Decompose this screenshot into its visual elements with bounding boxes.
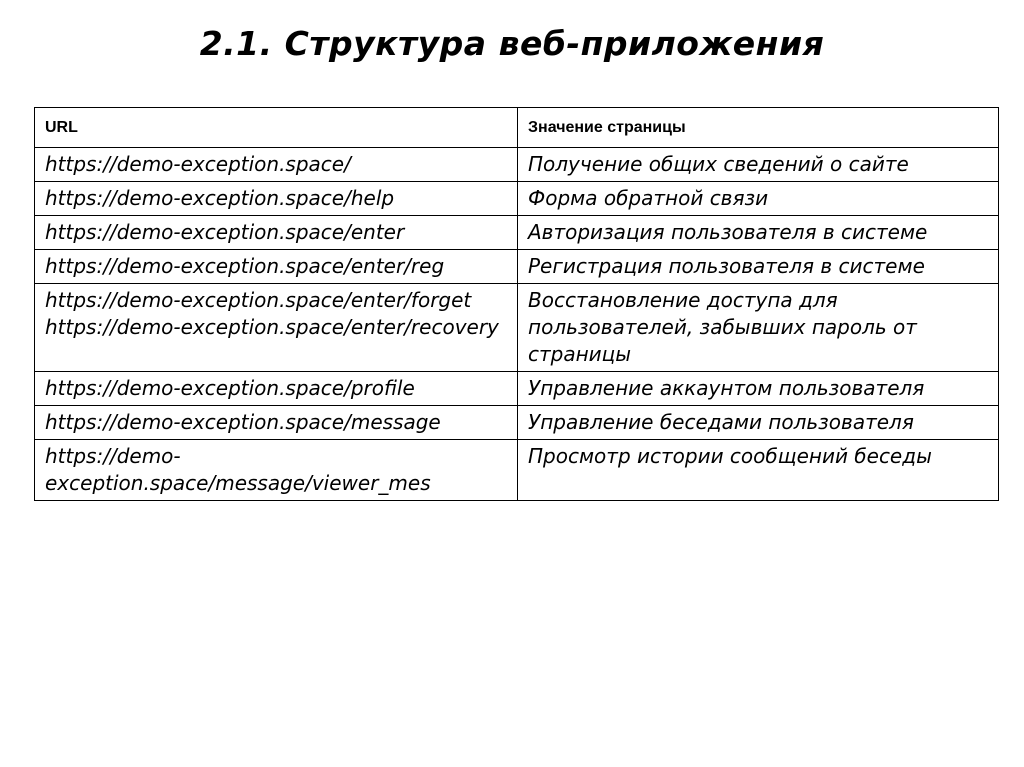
meaning-cell: Управление аккаунтом пользователя xyxy=(518,372,999,406)
url-text: https://demo-exception.space/message xyxy=(45,410,441,434)
table-row xyxy=(35,440,999,501)
table-row xyxy=(35,406,999,440)
meaning-cell: Восстановление доступа для пользователей, забывших пароль от страницы xyxy=(518,284,999,372)
header-url: URL xyxy=(35,108,518,148)
url-text: https://demo-exception.space/help xyxy=(45,186,395,210)
table-row xyxy=(35,284,999,372)
url-text: https://demo-exception.space/enter xyxy=(45,220,405,244)
url-cell xyxy=(35,284,518,372)
url-cell xyxy=(35,182,518,216)
url-cell xyxy=(35,250,518,284)
meaning-cell: Форма обратной связи xyxy=(518,182,999,216)
url-text: https://demo-exception.space/message/viewer_mes xyxy=(45,444,431,495)
url-text: https://demo-exception.space/enter/reg xyxy=(45,254,445,278)
table-row xyxy=(35,216,999,250)
meaning-cell: Просмотр истории сообщений беседы xyxy=(518,440,999,501)
url-cell xyxy=(35,406,518,440)
table-header-row xyxy=(35,108,999,148)
url-text: https://demo-exception.space/profile xyxy=(45,376,415,400)
meaning-cell: Регистрация пользователя в системе xyxy=(518,250,999,284)
meaning-cell: Получение общих сведений о сайте xyxy=(518,148,999,182)
url-text: https://demo-exception.space/enter/recovery xyxy=(45,315,499,339)
meaning-cell: Авторизация пользователя в системе xyxy=(518,216,999,250)
url-cell xyxy=(35,216,518,250)
header-meaning: Значение страницы xyxy=(518,108,999,148)
table-row xyxy=(35,182,999,216)
url-text: https://demo-exception.space/ xyxy=(45,152,351,176)
url-structure-table xyxy=(34,107,999,501)
page-title: 2.1. Структура веб-приложения xyxy=(199,24,825,63)
url-text: https://demo-exception.space/enter/forget xyxy=(45,288,472,312)
url-cell xyxy=(35,440,518,501)
url-cell xyxy=(35,372,518,406)
table-row xyxy=(35,372,999,406)
table-row xyxy=(35,148,999,182)
url-cell xyxy=(35,148,518,182)
meaning-cell: Управление беседами пользователя xyxy=(518,406,999,440)
table-row xyxy=(35,250,999,284)
